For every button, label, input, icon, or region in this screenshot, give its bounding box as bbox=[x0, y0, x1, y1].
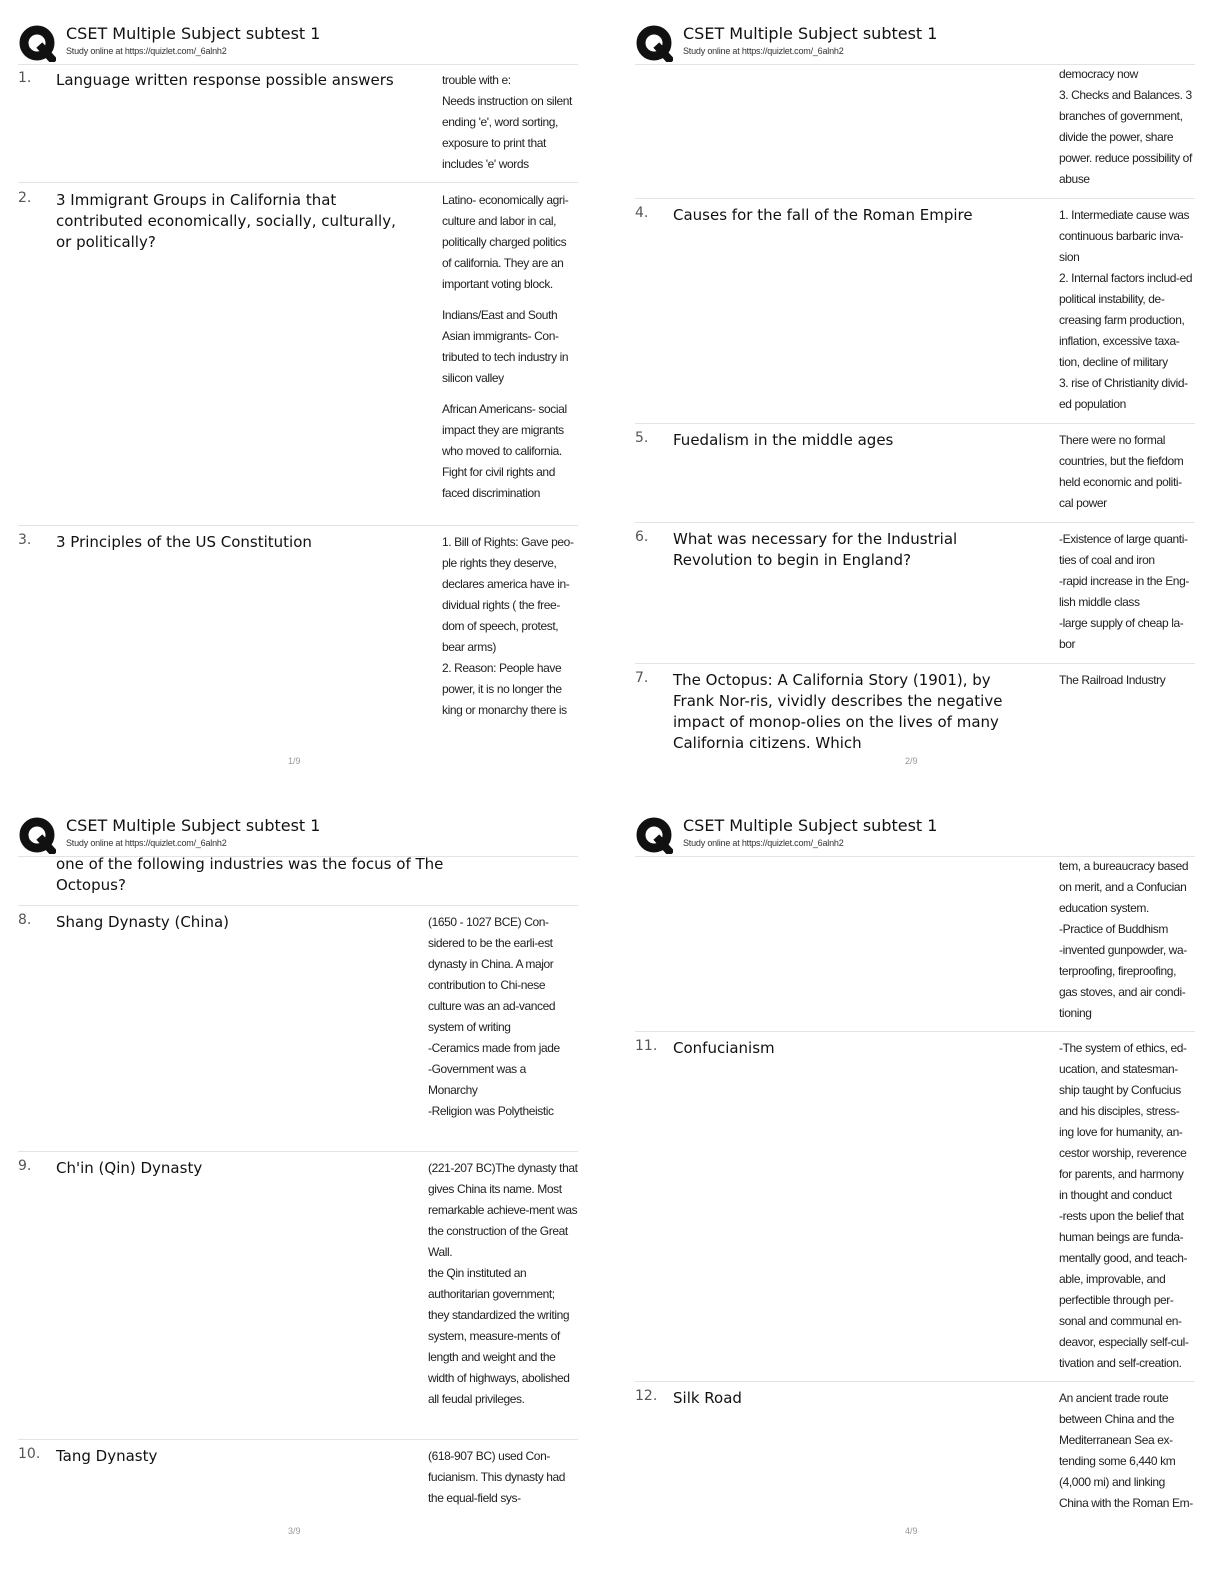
entry-divider bbox=[635, 1381, 1195, 1382]
entry-definition: Latino- economically agri-culture and labor in cal, politically charged politics of california. They are an important voting block. Indians/East and South Asian immigrants- Con-tributed to tech industry in silicon valley African Americans- social impact they are migrants who moved to california. Fight for civil rights and faced discrimination bbox=[442, 193, 569, 500]
entry-term: Confucianism bbox=[673, 1039, 775, 1057]
entry-divider bbox=[18, 1151, 578, 1152]
entry-definition: The Railroad Industry bbox=[1059, 673, 1166, 687]
entry-definition: -The system of ethics, ed-ucation, and statesman-ship taught by Confucius and his disciples, stress-ing love for humanity, an-cestor worship, reverence for parents, and harmony in thought and conduct -rests upon the belief that human beings are funda-mentally good, and teach-able, improvable, and perfectible through per-sonal and communal en-deavor, especially self-cul-tivation and self-creation. bbox=[1059, 1041, 1189, 1370]
entry-definition: There were no formal countries, but the fiefdom held economic and politi-cal power bbox=[1059, 433, 1184, 510]
entry-divider bbox=[18, 905, 578, 906]
entry-definition: An ancient trade route between China and the Mediterranean Sea ex-tending some 6,440 km (4,000 mi) and linking China with the Roman Em- bbox=[1059, 1391, 1193, 1510]
study-online-link[interactable]: Study online at https://quizlet.com/_6alnh2 bbox=[683, 838, 844, 848]
page-header bbox=[635, 20, 1215, 64]
study-online-link[interactable]: Study online at https://quizlet.com/_6alnh2 bbox=[683, 46, 844, 56]
entry-number: 7. bbox=[635, 670, 649, 686]
entry-definition: 1. Bill of Rights: Gave peo-ple rights they deserve, declares america have in-dividual rights ( the free-dom of speech, protest, bear arms) 2. Reason: People have power, it is no longer the king or monarchy there is bbox=[442, 535, 574, 717]
page-number: 2/9 bbox=[905, 756, 918, 766]
entry-number: 2. bbox=[18, 190, 32, 206]
page-header bbox=[18, 812, 598, 856]
page-number: 4/9 bbox=[905, 1526, 918, 1536]
entry-divider bbox=[635, 522, 1195, 523]
entry-divider bbox=[635, 663, 1195, 664]
entry-definition: democracy now 3. Checks and Balances. 3 branches of government, divide the power, share power. reduce possibility of abuse bbox=[1059, 67, 1192, 186]
flashcard-entry bbox=[635, 430, 1195, 522]
flashcard-entry bbox=[18, 1446, 578, 1516]
entry-number: 4. bbox=[635, 205, 649, 221]
page-2 bbox=[635, 20, 1215, 800]
entry-definition: trouble with e: Needs instruction on silent ending 'e', word sorting, exposure to print that includes 'e' words bbox=[442, 73, 572, 171]
entry-term: Causes for the fall of the Roman Empire bbox=[673, 206, 973, 224]
entry-divider bbox=[635, 198, 1195, 199]
entry-term: Fuedalism in the middle ages bbox=[673, 431, 894, 449]
flashcard-entry bbox=[635, 1038, 1195, 1378]
page-4 bbox=[635, 812, 1215, 1592]
entry-definition: 1. Intermediate cause was continuous barbaric inva-sion 2. Internal factors includ-ed political instability, de-creasing farm production, inflation, excessive taxa-tion, decline of military 3. rise of Christianity divid-ed population bbox=[1059, 208, 1193, 411]
page-1 bbox=[18, 20, 598, 800]
entry-term: What was necessary for the Industrial Revolution to begin in England? bbox=[673, 530, 958, 569]
study-online-link[interactable]: Study online at https://quizlet.com/_6alnh2 bbox=[66, 46, 227, 56]
entry-definition: (618-907 BC) used Con-fucianism. This dynasty had the equal-field sys- bbox=[428, 1449, 566, 1505]
entry-divider bbox=[635, 1031, 1195, 1032]
document-title: CSET Multiple Subject subtest 1 bbox=[683, 816, 938, 835]
page-header bbox=[635, 812, 1215, 856]
entry-term: Ch'in (Qin) Dynasty bbox=[56, 1159, 203, 1177]
quizlet-logo-icon bbox=[635, 24, 673, 62]
flashcard-entry bbox=[18, 1158, 578, 1433]
entry-number: 1. bbox=[18, 70, 32, 86]
flashcard-entry bbox=[635, 1388, 1195, 1518]
entry-number: 8. bbox=[18, 912, 32, 928]
entry-divider bbox=[635, 423, 1195, 424]
document-title: CSET Multiple Subject subtest 1 bbox=[683, 24, 938, 43]
entry-number: 10. bbox=[18, 1446, 41, 1462]
flashcard-entry bbox=[18, 532, 578, 732]
entry-number: 6. bbox=[635, 529, 649, 545]
flashcard-entry bbox=[635, 670, 1195, 752]
entry-term: Silk Road bbox=[673, 1389, 742, 1407]
flashcard-entry-continued bbox=[635, 856, 1195, 1026]
quizlet-logo-icon bbox=[18, 816, 56, 854]
entry-divider bbox=[18, 182, 578, 183]
document-title: CSET Multiple Subject subtest 1 bbox=[66, 816, 321, 835]
flashcard-entry-continued bbox=[635, 64, 1195, 194]
entry-term: 3 Immigrant Groups in California that contributed economically, socially, culturally, or politically? bbox=[56, 191, 396, 251]
entry-divider bbox=[18, 1439, 578, 1440]
entry-term: Shang Dynasty (China) bbox=[56, 913, 230, 931]
page-3 bbox=[18, 812, 598, 1592]
entry-number: 9. bbox=[18, 1158, 32, 1174]
study-online-link[interactable]: Study online at https://quizlet.com/_6alnh2 bbox=[66, 838, 227, 848]
entry-number: 12. bbox=[635, 1388, 658, 1404]
entry-number: 5. bbox=[635, 430, 649, 446]
flashcard-entry bbox=[635, 529, 1195, 659]
flashcard-entry bbox=[18, 70, 578, 190]
quizlet-logo-icon bbox=[18, 24, 56, 62]
page-number: 1/9 bbox=[288, 756, 301, 766]
flashcard-entry bbox=[635, 205, 1195, 425]
page-header bbox=[18, 20, 598, 64]
entry-number: 3. bbox=[18, 532, 32, 548]
entry-definition: (1650 - 1027 BCE) Con-sidered to be the earli-est dynasty in China. A major contribution to Chi-nese culture was an ad-vanced system of writing -Ceramics made from jade -Government was a Monarchy -Religion was Polytheistic bbox=[428, 915, 560, 1118]
entry-divider bbox=[18, 525, 578, 526]
quizlet-logo-icon bbox=[635, 816, 673, 854]
entry-definition: tem, a bureaucracy based on merit, and a Confucian education system. -Practice of Buddhism -invented gunpowder, wa-terproofing, fireproofing, gas stoves, and air condi-tioning bbox=[1059, 859, 1189, 1020]
entry-term: 3 Principles of the US Constitution bbox=[56, 533, 312, 551]
entry-definition: -Existence of large quanti-ties of coal and iron -rapid increase in the Eng-lish middle class -large supply of cheap la-bor bbox=[1059, 532, 1189, 651]
entry-number: 11. bbox=[635, 1038, 658, 1054]
flashcard-entry bbox=[18, 190, 578, 520]
flashcard-entry bbox=[18, 912, 578, 1147]
entry-term: Tang Dynasty bbox=[56, 1447, 158, 1465]
entry-term: The Octopus: A California Story (1901), by Frank Nor-ris, vividly describes the negative impact of monop-olies on the lives of many California citizens. Which bbox=[673, 671, 1003, 752]
page-number: 3/9 bbox=[288, 1526, 301, 1536]
document-title: CSET Multiple Subject subtest 1 bbox=[66, 24, 321, 43]
entry-term-continued: one of the following industries was the focus of The Octopus? bbox=[56, 855, 444, 894]
header-divider bbox=[18, 64, 578, 65]
entry-term: Language written response possible answers bbox=[56, 71, 394, 89]
entry-definition: (221-207 BC)The dynasty that gives China its name. Most remarkable achieve-ment was the construction of the Great Wall. the Qin instituted an authoritarian government; they standardized the writing system, measure-ments of length and weight and the width of highways, abolished all feudal privileges. bbox=[428, 1161, 578, 1406]
